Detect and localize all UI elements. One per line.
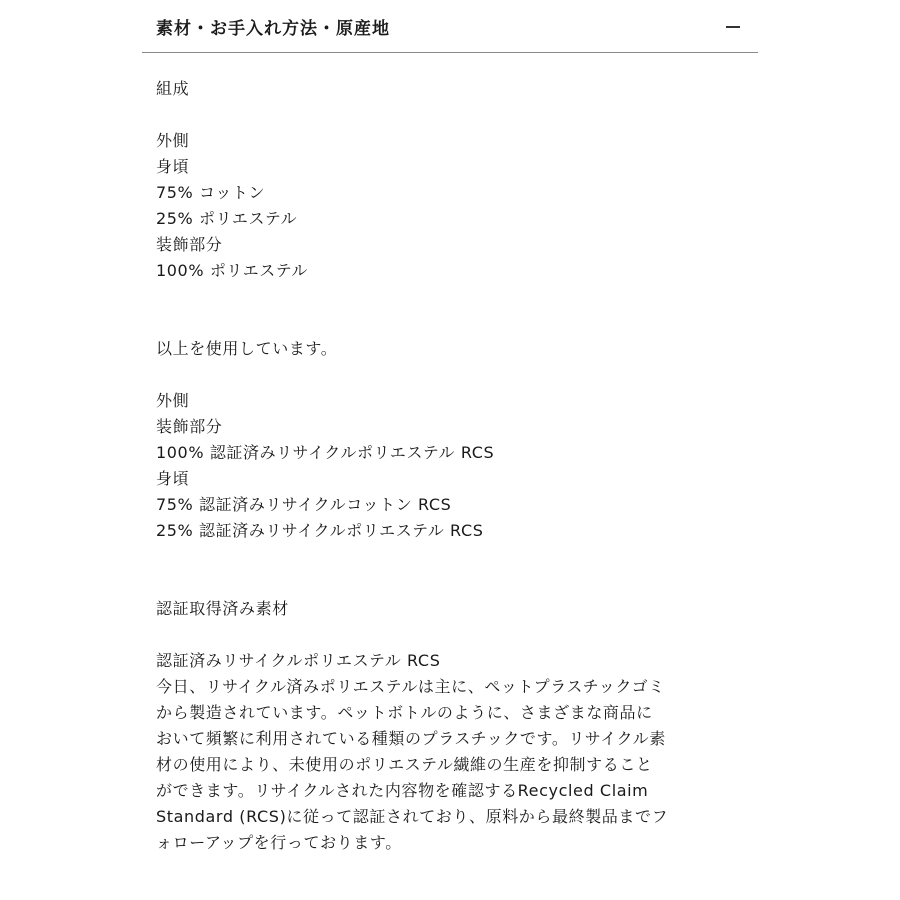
composition-line: 25% ポリエステル (156, 209, 298, 228)
paragraph-line: ォローアップを行っております。 (156, 833, 402, 852)
usage-line: 外側 (156, 391, 190, 410)
usage-line: 身頃 (156, 469, 190, 488)
materials-care-origin-panel (142, 0, 758, 856)
certified-description (156, 674, 752, 856)
composition-line: 100% ポリエステル (156, 261, 308, 280)
usage-line: 装飾部分 (156, 417, 223, 436)
composition-line: 身頃 (156, 157, 190, 176)
usage-line: 25% 認証済みリサイクルポリエステル RCS (156, 521, 484, 540)
composition-line: 75% コットン (156, 183, 266, 202)
composition-line: 外側 (156, 131, 190, 150)
paragraph-line: ができます。リサイクルされた内容物を確認するRecycled Claim (156, 781, 649, 800)
paragraph-line: から製造されています。ペットボトルのように、さまざまな商品に (156, 703, 653, 722)
composition-heading: 組成 (156, 79, 190, 98)
paragraph-line: 材の使用により、未使用のポリエステル繊維の生産を抑制すること (156, 755, 653, 774)
paragraph-line: Standard (RCS)に従って認証されており、原料から最終製品までフ (156, 807, 669, 826)
paragraph-line: おいて頻繁に利用されている種類のプラスチックです。リサイクル素 (156, 729, 666, 748)
usage-line: 100% 認証済みリサイクルポリエステル RCS (156, 443, 495, 462)
accordion-content (142, 76, 758, 856)
composition-line: 装飾部分 (156, 235, 223, 254)
accordion-header[interactable] (142, 0, 758, 53)
certified-heading: 認証取得済み素材 (156, 599, 289, 618)
accordion-title: 素材・お手入れ方法・原産地 (156, 18, 390, 39)
minus-icon[interactable] (726, 26, 740, 28)
usage-line: 75% 認証済みリサイクルコットン RCS (156, 495, 452, 514)
paragraph-line: 今日、リサイクル済みポリエステルは主に、ペットプラスチックゴミ (156, 677, 665, 696)
certified-subheading: 認証済みリサイクルポリエステル RCS (156, 651, 441, 670)
usage-heading: 以上を使用しています。 (156, 339, 338, 358)
